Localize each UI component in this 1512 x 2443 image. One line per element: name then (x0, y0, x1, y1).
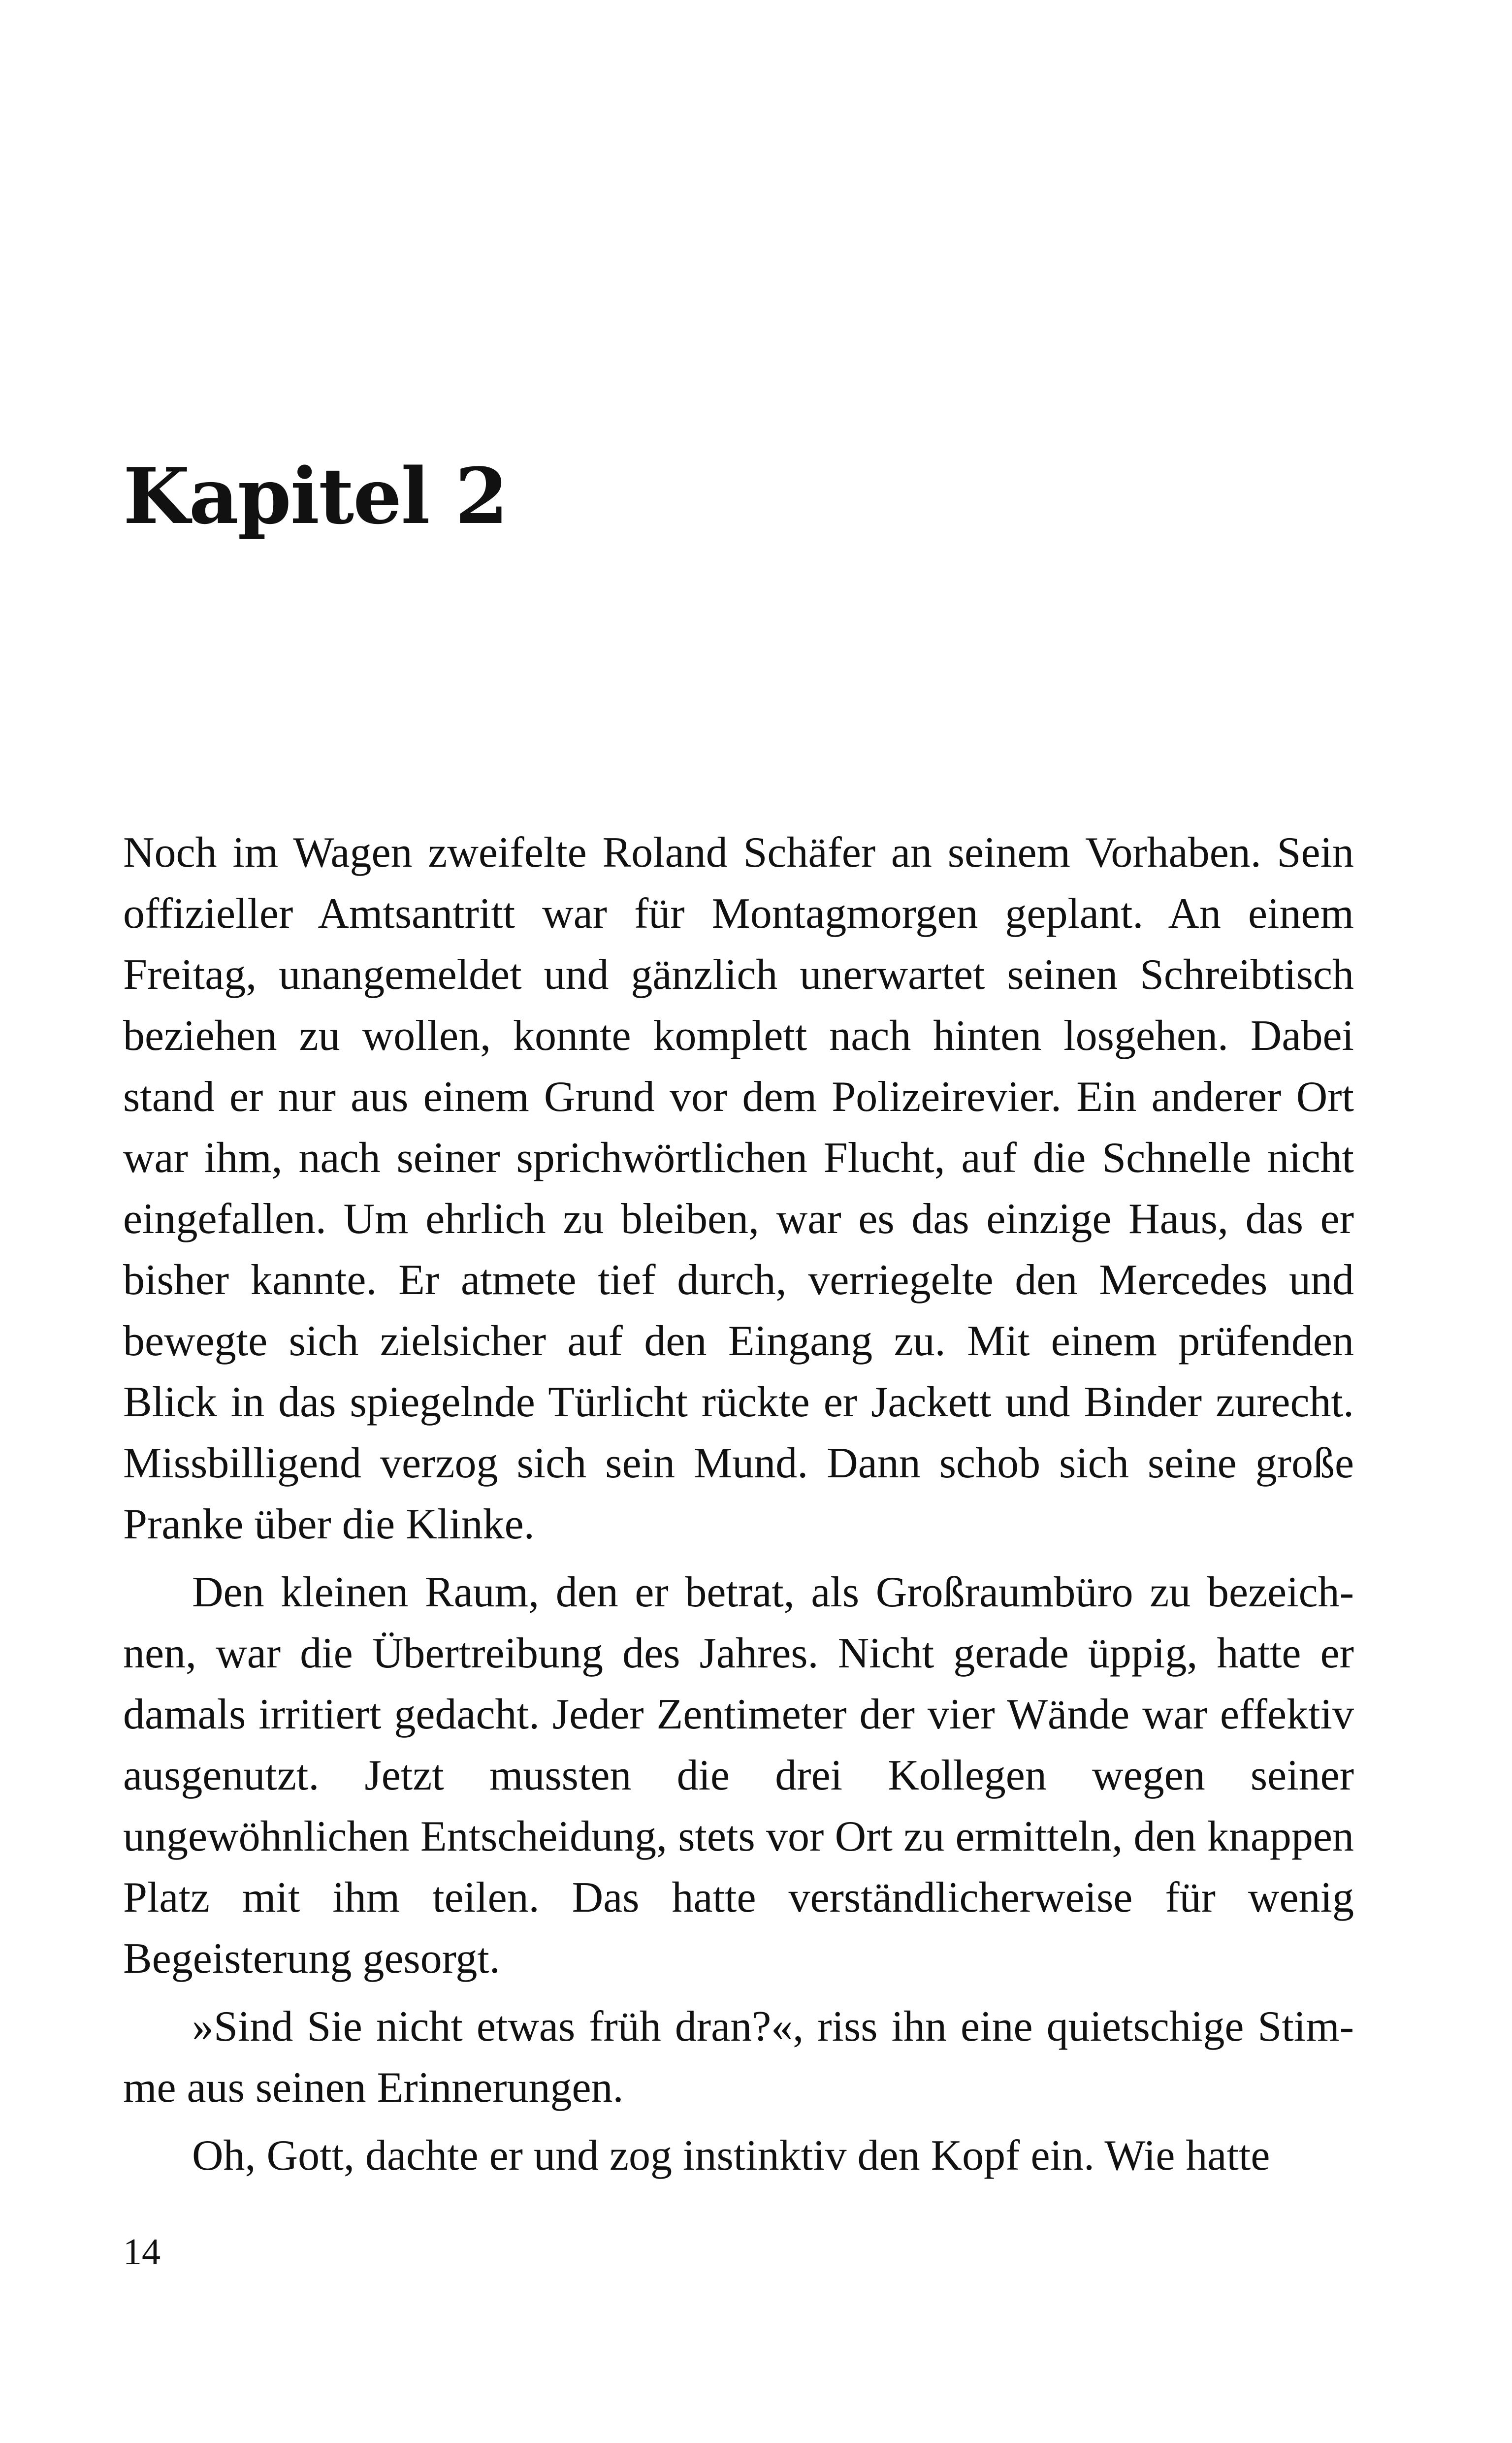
paragraph-2: Den kleinen Raum, den er betrat, als Großraumbüro zu bezeichnen, war die Übertreibung des Jahres. Nicht gerade üppig, hatte er damals irritiert gedacht. Jeder Zentimeter der vier Wände war effektiv ausgenutzt. Jetzt mussten die drei Kollegen wegen seiner ungewöhnlichen Entscheidung, stets vor Ort zu ermitteln, den knappen Platz mit ihm teilen. Das hatte verständlicherweise für wenig Begeisterung gesorgt. (123, 1568, 1354, 1983)
body-text (123, 822, 1354, 2193)
page-number: 14 (123, 2231, 161, 2273)
paragraph-1: Noch im Wagen zweifelte Roland Schäfer an seinem Vorhaben. Sein offizieller Amtsantritt war für Montagmorgen geplant. An einem Freitag, unangemeldet und gänzlich unerwartet seinen Schreibtisch beziehen zu wollen, konnte komplett nach hinten losgehen. Dabei stand er nur aus einem Grund vor dem Polizeirevier. Ein anderer Ort war ihm, nach seiner sprichwörtlichen Flucht, auf die Schnelle nicht eingefallen. Um ehrlich zu bleiben, war es das einzige Haus, das er bisher kannte. Er atmete tief durch, verriegelte den Mercedes und bewegte sich zielsicher auf den Eingang zu. Mit einem prüfenden Blick in das spiegelnde Türlicht rückte er Jackett und Binder zurecht. Missbilligend verzog sich sein Mund. Dann schob sich seine große Pranke über die Klinke. (123, 829, 1354, 1548)
chapter-title: Kapitel 2 (123, 451, 508, 541)
paragraph-4: Oh, Gott, dachte er und zog instinktiv den Kopf ein. Wie hatte (192, 2132, 1270, 2180)
paragraph-3: »Sind Sie nicht etwas früh dran?«, riss ihn eine quietschige Stimme aus seinen Erinnerungen. (123, 2003, 1354, 2112)
